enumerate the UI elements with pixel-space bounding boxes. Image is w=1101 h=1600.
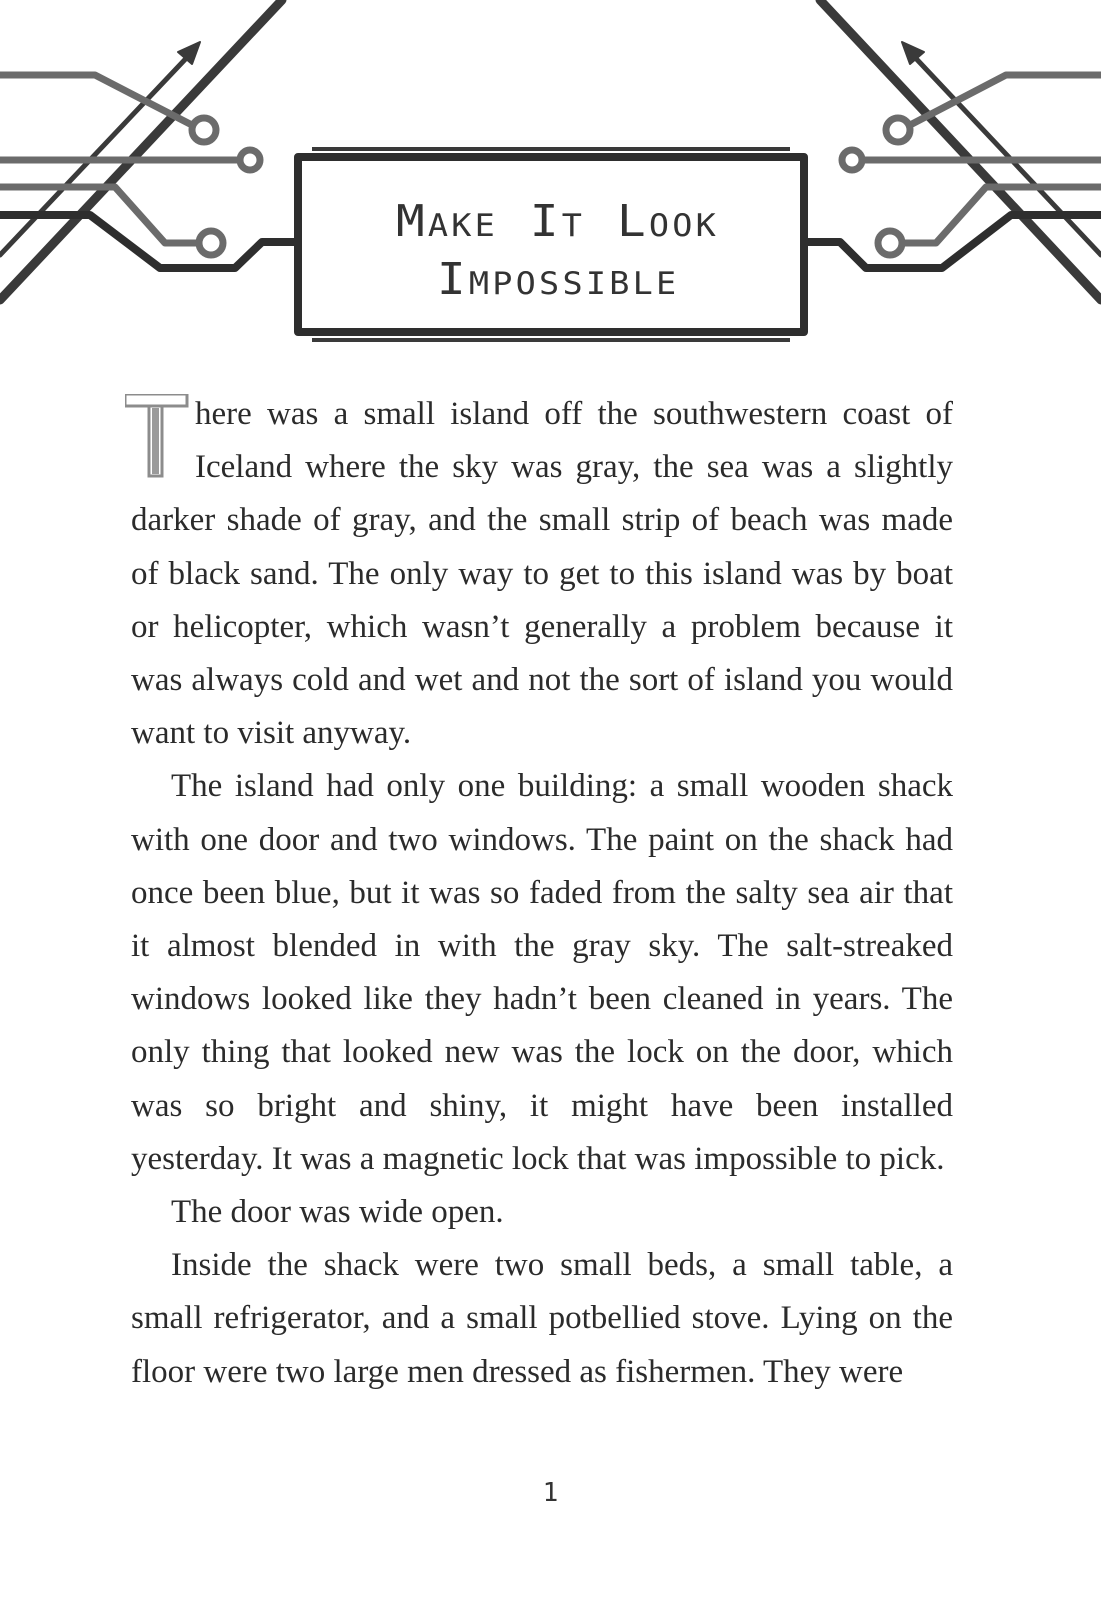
paragraph-1 (131, 388, 953, 760)
title-box-outer-line-top (312, 147, 790, 151)
right-circuit-node-2 (842, 150, 862, 170)
chapter-body (131, 388, 953, 1399)
chapter-title-box (300, 158, 816, 344)
right-circuit-node-1 (886, 118, 910, 142)
paragraph-2: The island had only one building: a small wooden shack with one door and two windows. The paint on the shack had once been blue, but it was so faded from the salty sea air that it almost blended in with the gray sky. The salt-streaked windows looked like they hadn’t been cleaned in years. The only thing that looked new was the lock on the door, which was so bright and shiny, it might have been installed yesterday. It was a magnetic lock that was impossible to pick. (131, 768, 953, 1177)
paragraph-3: The door was wide open. (171, 1194, 504, 1231)
paragraph-1-text: here was a small island off the southwestern coast of Iceland where the sky was gray, the sea was a slightly darker shade of gray, and the small strip of beach was made of black sand. The only way to get to this island was by boat or helicopter, which wasn’t generally a problem because it was always cold and wet and not the sort of island you would want to visit anyway. (131, 396, 953, 752)
left-circuit-node-1 (192, 118, 216, 142)
paragraph-4: Inside the shack were two small beds, a small table, a small refrigerator, and a small potbellied stove. Lying on the floor were two large men dressed as fishermen. They were (131, 1247, 953, 1390)
left-circuit-node-3 (199, 231, 223, 255)
chapter-title-line-1: Make It Look (396, 196, 720, 247)
chapter-title-line-2: Impossible (436, 254, 680, 305)
right-circuit-node-3 (878, 231, 902, 255)
drop-cap (125, 394, 189, 478)
left-circuit-node-2 (240, 150, 260, 170)
drop-cap-glyph (125, 394, 189, 478)
page-number: 1 (542, 1478, 559, 1508)
